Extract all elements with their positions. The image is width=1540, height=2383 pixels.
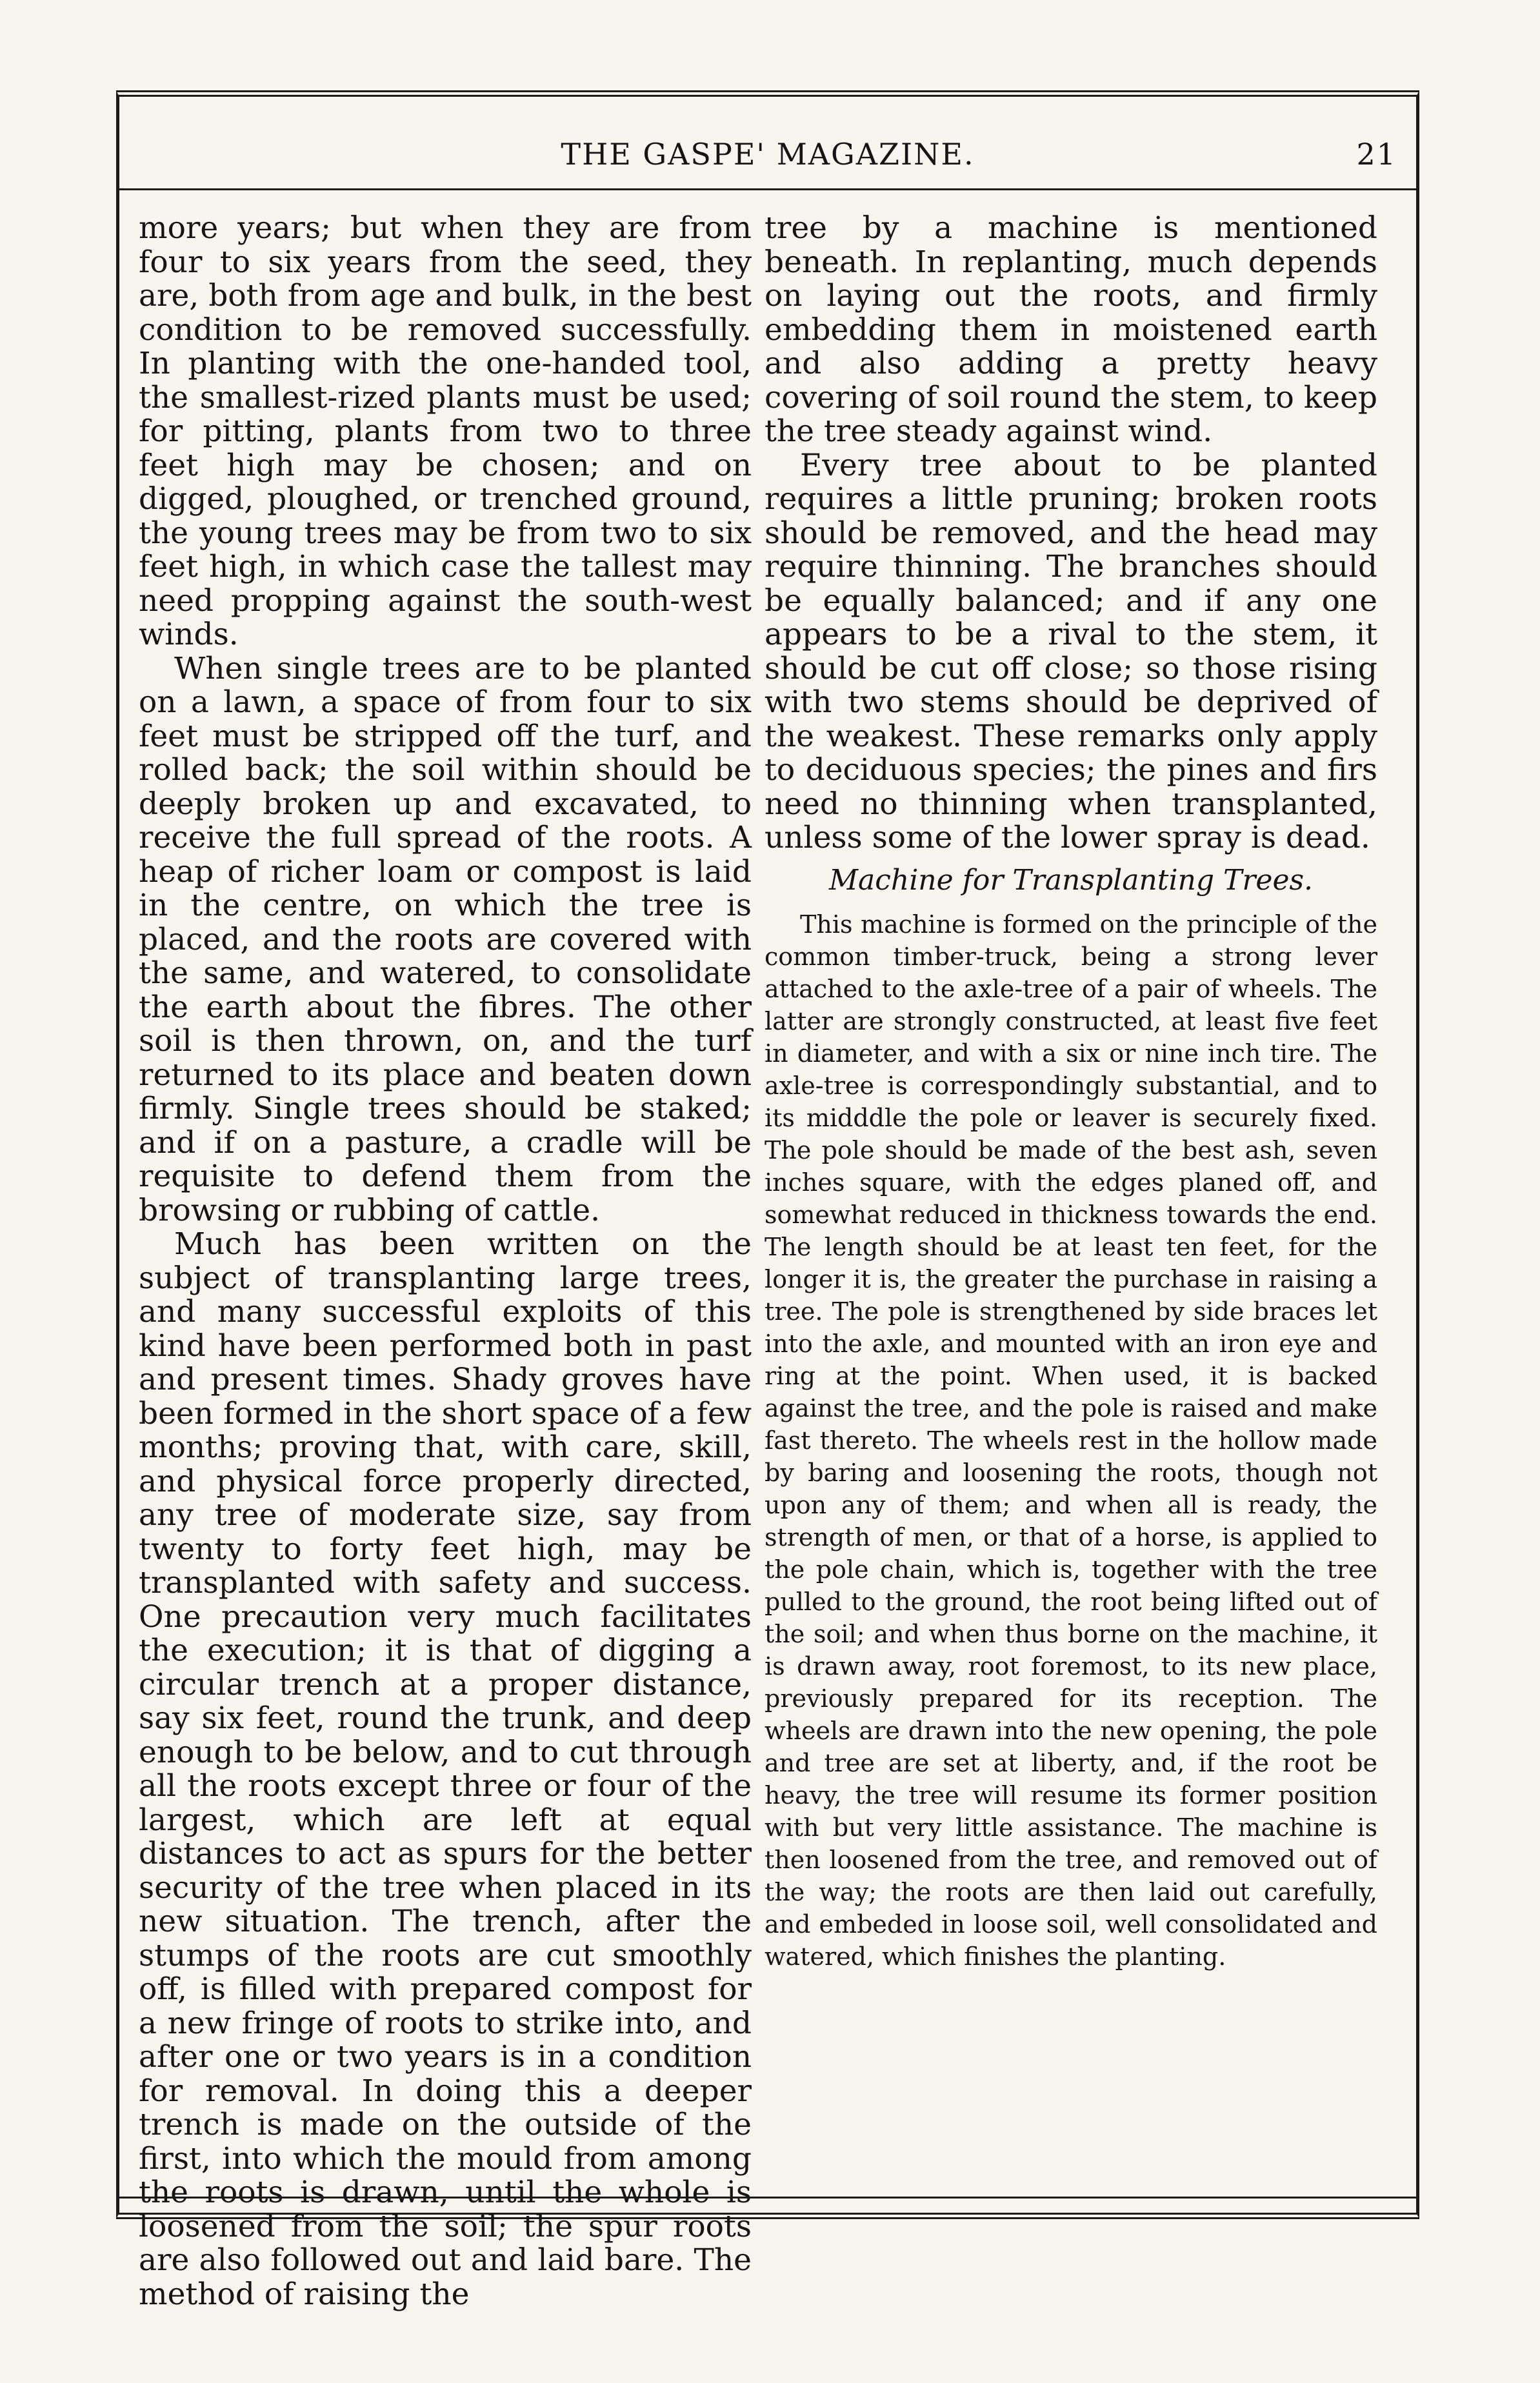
paragraph: When single trees are to be planted on a lawn, a space of from four to six feet must be stripped off the turf, and rolled back; the soil within should be deeply broken up and excavated, to receive the full spread of the roots. A heap of richer loam or compost is laid in the centre, on which the tree is placed, and the roots are covered with the same, and watered, to consolidate the earth about the fibres. The other soil is then thrown, on, and the turf returned to its place and beaten down firmly. Single trees should be staked; and if on a pasture, a cradle will be requisite to defend them from the browsing or rubbing of cattle.: [139, 650, 752, 1228]
right-column: [765, 212, 1377, 1973]
page-header: [119, 137, 1416, 182]
running-title: THE GASPE' MAGAZINE.: [561, 137, 975, 172]
footer-rule: [119, 2197, 1416, 2199]
section-heading: Machine for Transplanting Trees.: [828, 863, 1314, 897]
page-number: 21: [1356, 137, 1397, 172]
header-rule: [119, 188, 1416, 190]
paragraph: Much has been written on the subject of transplanting large trees, and many successful exploits of this kind have been performed both in past and present times. Shady groves have been formed in the short space of a few months; proving that, with care, skill, and physical force properly directed, any tree of moderate size, say from twenty to forty feet high, may be transplanted with safety and success. One precaution very much facilitates the execution; it is that of digging a circular trench at a proper distance, say six feet, round the trunk, and deep enough to be below, and to cut through all the roots except three or four of the largest, which are left at equal distances to act as spurs for the better security of the tree when placed in its new situation. The trench, after the stumps of the roots are cut smoothly off, is filled with prepared compost for a new fringe of roots to strike into, and after one or two years is in a condition for removal. In doing this a deeper trench is made on the outside of the first, into which the mould from among the roots is drawn, until the whole is loosened from the soil; the spur roots are also followed out and laid bare. The method of raising the: [139, 1226, 752, 2312]
paragraph: tree by a machine is mentioned beneath. In replanting, much depends on laying out the roots, and firmly embedding them in moistened earth and also adding a pretty heavy covering of soil round the stem, to keep the tree steady against wind.: [765, 210, 1377, 449]
paragraph: This machine is formed on the principle of the common timber-truck, being a strong lever attached to the axle-tree of a pair of wheels. The latter are strongly constructed, at least five feet in diameter, and with a six or nine inch tire. The axle-tree is correspondingly substantial, and to its midddle the pole or leaver is securely fixed. The pole should be made of the best ash, seven inches square, with the edges planed off, and somewhat reduced in thickness towards the end. The length should be at least ten feet, for the longer it is, the greater the purchase in raising a tree. The pole is strengthened by side braces let into the axle, and mounted with an iron eye and ring at the point. When used, it is backed against the tree, and the pole is raised and make fast thereto. The wheels rest in the hollow made by baring and loosening the roots, though not upon any of them; and when all is ready, the strength of men, or that of a horse, is applied to the pole chain, which is, together with the tree pulled to the ground, the root being lifted out of the soil; and when thus borne on the machine, it is drawn away, root foremost, to its new place, previously prepared for its reception. The wheels are drawn into the new opening, the pole and tree are set at liberty, and, if the root be heavy, the tree will resume its former position with but very little assistance. The machine is then loosened from the tree, and removed out of the way; the roots are then laid out carefully, and embeded in loose soil, well consolidated and watered, which finishes the planting.: [765, 910, 1377, 1971]
left-column: [139, 212, 752, 2311]
paragraph: Every tree about to be planted requires a little pruning; broken roots should be removed, and the head may require thinning. The branches should be equally balanced; and if any one appears to be a rival to the stem, it should be cut off close; so those rising with two stems should be deprived of the weakest. These remarks only apply to deciduous species; the pines and firs need no thinning when transplanted, unless some of the lower spray is dead.: [765, 447, 1377, 855]
paragraph: more years; but when they are from four to six years from the seed, they are, both from age and bulk, in the best condition to be removed successfully. In planting with the one-handed tool, the smallest-rized plants must be used; for pitting, plants from two to three feet high may be chosen; and on digged, ploughed, or trenched ground, the young trees may be from two to six feet high, in which case the tallest may need propping against the south-west winds.: [139, 210, 752, 652]
magazine-page: [116, 90, 1419, 2312]
